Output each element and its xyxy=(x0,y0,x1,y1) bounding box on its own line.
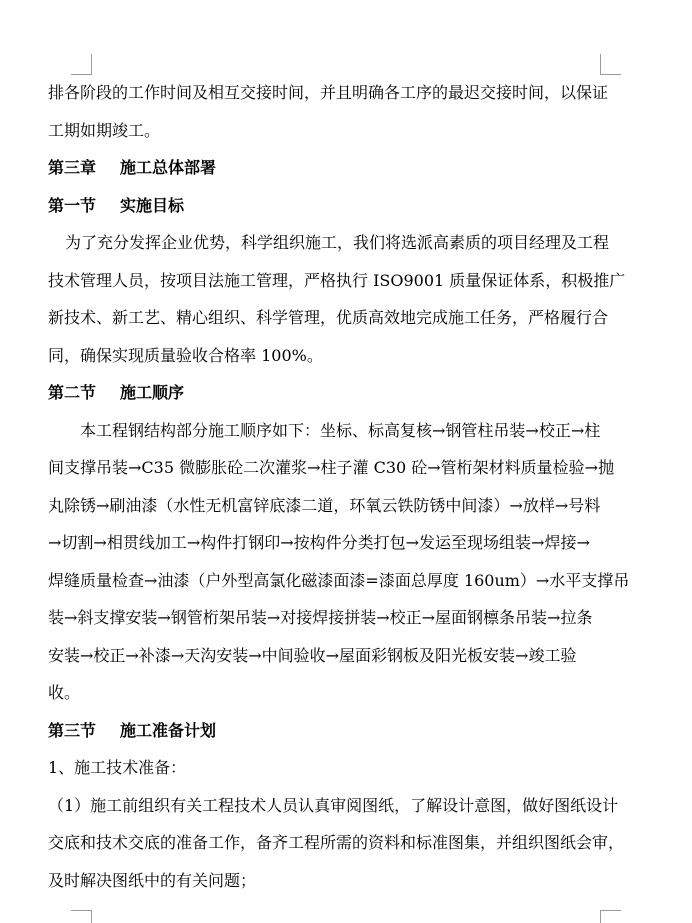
text-line: 收。 xyxy=(48,683,81,702)
text-line: 排各阶段的工作时间及相互交接时间，并且明确各工序的最迟交接时间，以保证 xyxy=(48,83,609,102)
section-heading xyxy=(48,712,644,750)
text-line: 同，确保实现质量验收合格率 100%。 xyxy=(48,345,323,365)
text-line: 焊缝质量检查→油漆（户外型高氯化磁漆面漆=漆面总厚度 160um）→水平支撑吊 xyxy=(48,570,630,590)
text-line: 安装→校正→补漆→天沟安装→中间验收→屋面彩钢板及阳光板安装→竣工验 xyxy=(48,645,577,665)
section-heading xyxy=(48,374,644,412)
text-line: 1、施工技术准备： xyxy=(48,758,187,777)
page-margin-mark-top-left xyxy=(71,54,92,75)
text-line: →切割→相贯线加工→构件打钢印→按构件分类打包→发运至现场组装→焊接→ xyxy=(48,533,590,552)
section-title: 施工顺序 xyxy=(120,383,185,402)
text-line: 新技术、新工艺、精心组织、科学管理，优质高效地完成施工任务，严格履行合 xyxy=(48,308,609,327)
section-number: 第二节 xyxy=(48,383,97,402)
document-body xyxy=(48,74,644,899)
section-title: 施工准备计划 xyxy=(120,720,217,740)
text-line: 间支撑吊装→C35 微膨胀砼二次灌浆→柱子灌 C30 砼→管桁架材料质量检验→抛 xyxy=(48,458,615,477)
text-line: （1）施工前组织有关工程技术人员认真审阅图纸，了解设计意图，做好图纸设计 xyxy=(48,795,619,815)
text-line: 本工程钢结构部分施工顺序如下：坐标、标高复核→钢管柱吊装→校正→柱 xyxy=(80,420,601,440)
text-line: 工期如期竣工。 xyxy=(48,120,161,140)
text-line: 丸除锈→刷油漆（水性无机富锌底漆二道，环氧云铁防锈中间漆）→放样→号料 xyxy=(48,495,601,515)
section-number: 第一节 xyxy=(48,195,97,215)
page-margin-mark-bottom-right xyxy=(600,910,621,923)
text-line: 交底和技术交底的准备工作，备齐工程所需的资料和标准图集，并组织图纸会审， xyxy=(48,833,625,852)
page-margin-mark-top-right xyxy=(600,54,621,75)
chapter-title: 施工总体部署 xyxy=(120,158,217,177)
section-number: 第三节 xyxy=(48,720,97,740)
section-title: 实施目标 xyxy=(120,195,185,215)
section-heading xyxy=(48,187,644,225)
text-line: 装→斜支撑安装→钢管桁架吊装→对接焊接拼装→校正→屋面钢檩条吊装→拉条 xyxy=(48,608,593,627)
chapter-number: 第三章 xyxy=(48,158,97,177)
text-line: 及时解决图纸中的有关问题； xyxy=(48,870,257,890)
text-line: 为了充分发挥企业优势，科学组织施工，我们将选派高素质的项目经理及工程 xyxy=(65,233,610,252)
chapter-heading xyxy=(48,149,644,187)
text-line: 技术管理人员，按项目法施工管理，严格执行 ISO9001 质量保证体系，积极推广 xyxy=(48,270,626,290)
page-margin-mark-bottom-left xyxy=(71,910,92,923)
